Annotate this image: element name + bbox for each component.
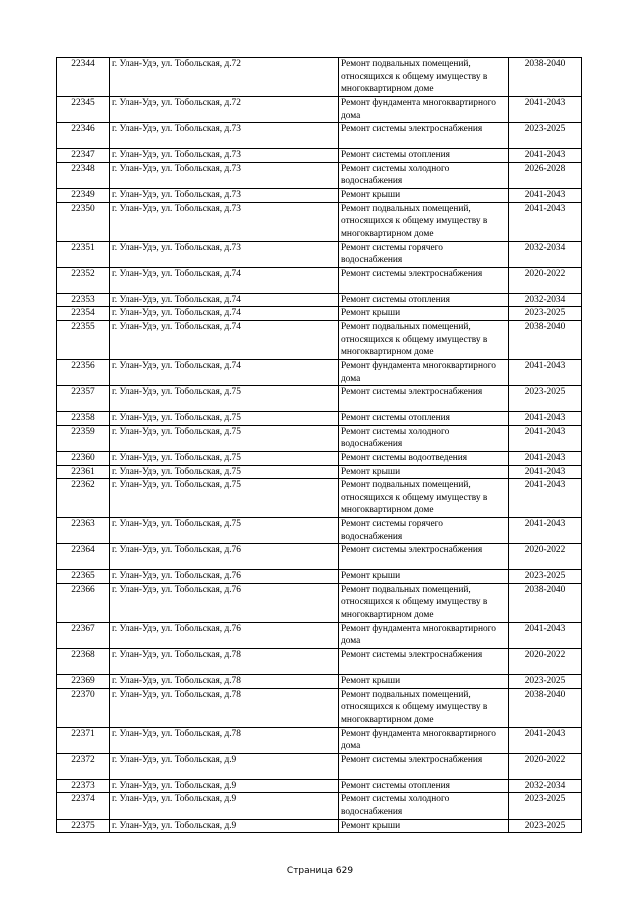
address-cell: г. Улан-Удэ, ул. Тобольская, д.78 [110,649,339,675]
period-cell: 2038-2040 [509,688,582,727]
work-type-cell: Ремонт крыши [339,675,509,689]
period-cell: 2038-2040 [509,58,582,97]
row-number-cell: 22366 [57,583,110,622]
period-cell: 2041-2043 [509,465,582,479]
page-number: Страница 629 [286,866,354,876]
address-cell: г. Улан-Удэ, ул. Тобольская, д.78 [110,688,339,727]
row-number-cell: 22365 [57,570,110,584]
period-cell: 2020-2022 [509,267,582,293]
row-number-cell: 22349 [57,188,110,202]
address-cell: г. Улан-Удэ, ул. Тобольская, д.72 [110,58,339,97]
table-row [57,727,582,753]
table-row [57,793,582,819]
row-number-cell: 22355 [57,320,110,359]
work-type-cell: Ремонт подвальных помещений, относящихся к общему имуществу в многоквартирном доме [339,479,509,518]
row-number-cell: 22367 [57,622,110,648]
row-number-cell: 22358 [57,412,110,426]
row-number-cell: 22375 [57,819,110,833]
table-row [57,622,582,648]
table-row [57,570,582,584]
table-row [57,188,582,202]
period-cell: 2041-2043 [509,518,582,544]
row-number-cell: 22354 [57,307,110,321]
row-number-cell: 22360 [57,451,110,465]
address-cell: г. Улан-Удэ, ул. Тобольская, д.73 [110,149,339,163]
address-cell: г. Улан-Удэ, ул. Тобольская, д.78 [110,675,339,689]
table-row [57,386,582,412]
table-row [57,753,582,779]
row-number-cell: 22368 [57,649,110,675]
period-cell: 2020-2022 [509,544,582,570]
row-number-cell: 22369 [57,675,110,689]
row-number-cell: 22348 [57,162,110,188]
address-cell: г. Улан-Удэ, ул. Тобольская, д.9 [110,753,339,779]
table-row [57,583,582,622]
table-row [57,123,582,149]
table-row [57,307,582,321]
period-cell: 2020-2022 [509,649,582,675]
address-cell: г. Улан-Удэ, ул. Тобольская, д.74 [110,293,339,307]
address-cell: г. Улан-Удэ, ул. Тобольская, д.75 [110,465,339,479]
work-type-cell: Ремонт системы электроснабжения [339,123,509,149]
period-cell: 2041-2043 [509,202,582,241]
address-cell: г. Улан-Удэ, ул. Тобольская, д.75 [110,518,339,544]
work-type-cell: Ремонт подвальных помещений, относящихся к общему имуществу в многоквартирном доме [339,58,509,97]
period-cell: 2032-2034 [509,779,582,793]
table-row [57,649,582,675]
work-type-cell: Ремонт системы холодного водоснабжения [339,793,509,819]
address-cell: г. Улан-Удэ, ул. Тобольская, д.76 [110,570,339,584]
row-number-cell: 22357 [57,386,110,412]
work-type-cell: Ремонт системы горячего водоснабжения [339,241,509,267]
address-cell: г. Улан-Удэ, ул. Тобольская, д.9 [110,779,339,793]
row-number-cell: 22374 [57,793,110,819]
period-cell: 2023-2025 [509,307,582,321]
period-cell: 2041-2043 [509,149,582,163]
address-cell: г. Улан-Удэ, ул. Тобольская, д.74 [110,359,339,385]
period-cell: 2041-2043 [509,479,582,518]
period-cell: 2032-2034 [509,293,582,307]
work-type-cell: Ремонт фундамента многоквартирного дома [339,727,509,753]
row-number-cell: 22361 [57,465,110,479]
work-type-cell: Ремонт фундамента многоквартирного дома [339,622,509,648]
row-number-cell: 22344 [57,58,110,97]
work-type-cell: Ремонт крыши [339,307,509,321]
period-cell: 2041-2043 [509,359,582,385]
table-row [57,479,582,518]
address-cell: г. Улан-Удэ, ул. Тобольская, д.76 [110,544,339,570]
address-cell: г. Улан-Удэ, ул. Тобольская, д.73 [110,162,339,188]
table-row [57,518,582,544]
address-cell: г. Улан-Удэ, ул. Тобольская, д.74 [110,307,339,321]
row-number-cell: 22356 [57,359,110,385]
work-type-cell: Ремонт системы холодного водоснабжения [339,425,509,451]
row-number-cell: 22373 [57,779,110,793]
row-number-cell: 22359 [57,425,110,451]
table-row [57,267,582,293]
table-body [57,58,582,833]
row-number-cell: 22350 [57,202,110,241]
table-row [57,359,582,385]
table-row [57,241,582,267]
row-number-cell: 22352 [57,267,110,293]
row-number-cell: 22372 [57,753,110,779]
row-number-cell: 22351 [57,241,110,267]
table-row [57,779,582,793]
table-row [57,425,582,451]
period-cell: 2023-2025 [509,793,582,819]
address-cell: г. Улан-Удэ, ул. Тобольская, д.72 [110,97,339,123]
row-number-cell: 22345 [57,97,110,123]
work-type-cell: Ремонт системы электроснабжения [339,386,509,412]
period-cell: 2023-2025 [509,819,582,833]
work-type-cell: Ремонт системы холодного водоснабжения [339,162,509,188]
work-type-cell: Ремонт системы электроснабжения [339,267,509,293]
work-type-cell: Ремонт системы электроснабжения [339,544,509,570]
table-row [57,412,582,426]
period-cell: 2041-2043 [509,451,582,465]
period-cell: 2038-2040 [509,583,582,622]
address-cell: г. Улан-Удэ, ул. Тобольская, д.73 [110,202,339,241]
row-number-cell: 22363 [57,518,110,544]
period-cell: 2041-2043 [509,622,582,648]
work-type-cell: Ремонт подвальных помещений, относящихся к общему имуществу в многоквартирном доме [339,202,509,241]
address-cell: г. Улан-Удэ, ул. Тобольская, д.73 [110,241,339,267]
table-row [57,58,582,97]
work-type-cell: Ремонт системы отопления [339,779,509,793]
row-number-cell: 22364 [57,544,110,570]
address-cell: г. Улан-Удэ, ул. Тобольская, д.75 [110,451,339,465]
table-row [57,451,582,465]
work-type-cell: Ремонт системы электроснабжения [339,649,509,675]
work-type-cell: Ремонт крыши [339,465,509,479]
address-cell: г. Улан-Удэ, ул. Тобольская, д.78 [110,727,339,753]
row-number-cell: 22370 [57,688,110,727]
table-row [57,675,582,689]
work-type-cell: Ремонт подвальных помещений, относящихся к общему имуществу в многоквартирном доме [339,583,509,622]
period-cell: 2023-2025 [509,570,582,584]
address-cell: г. Улан-Удэ, ул. Тобольская, д.9 [110,793,339,819]
work-type-cell: Ремонт фундамента многоквартирного дома [339,97,509,123]
address-cell: г. Улан-Удэ, ул. Тобольская, д.75 [110,479,339,518]
row-number-cell: 22362 [57,479,110,518]
work-type-cell: Ремонт фундамента многоквартирного дома [339,359,509,385]
period-cell: 2023-2025 [509,386,582,412]
period-cell: 2041-2043 [509,727,582,753]
work-type-cell: Ремонт системы горячего водоснабжения [339,518,509,544]
address-cell: г. Улан-Удэ, ул. Тобольская, д.73 [110,123,339,149]
period-cell: 2041-2043 [509,425,582,451]
address-cell: г. Улан-Удэ, ул. Тобольская, д.75 [110,412,339,426]
table-row [57,97,582,123]
table-row [57,162,582,188]
period-cell: 2020-2022 [509,753,582,779]
work-type-cell: Ремонт системы отопления [339,293,509,307]
work-type-cell: Ремонт крыши [339,188,509,202]
table-row [57,465,582,479]
address-cell: г. Улан-Удэ, ул. Тобольская, д.76 [110,622,339,648]
work-type-cell: Ремонт крыши [339,819,509,833]
address-cell: г. Улан-Удэ, ул. Тобольская, д.75 [110,425,339,451]
work-type-cell: Ремонт системы отопления [339,149,509,163]
period-cell: 2041-2043 [509,97,582,123]
address-cell: г. Улан-Удэ, ул. Тобольская, д.74 [110,320,339,359]
table-row [57,293,582,307]
row-number-cell: 22371 [57,727,110,753]
period-cell: 2023-2025 [509,123,582,149]
table-row [57,544,582,570]
period-cell: 2026-2028 [509,162,582,188]
address-cell: г. Улан-Удэ, ул. Тобольская, д.9 [110,819,339,833]
table-row [57,202,582,241]
address-cell: г. Улан-Удэ, ул. Тобольская, д.74 [110,267,339,293]
table-row [57,688,582,727]
period-cell: 2038-2040 [509,320,582,359]
row-number-cell: 22353 [57,293,110,307]
period-cell: 2041-2043 [509,188,582,202]
work-type-cell: Ремонт системы электроснабжения [339,753,509,779]
address-cell: г. Улан-Удэ, ул. Тобольская, д.76 [110,583,339,622]
period-cell: 2032-2034 [509,241,582,267]
table-row [57,320,582,359]
work-type-cell: Ремонт подвальных помещений, относящихся к общему имуществу в многоквартирном доме [339,320,509,359]
work-type-cell: Ремонт системы отопления [339,412,509,426]
table-row [57,149,582,163]
work-type-cell: Ремонт системы водоотведения [339,451,509,465]
address-cell: г. Улан-Удэ, ул. Тобольская, д.73 [110,188,339,202]
work-type-cell: Ремонт крыши [339,570,509,584]
table-row [57,819,582,833]
repair-schedule-table [56,57,582,833]
row-number-cell: 22347 [57,149,110,163]
period-cell: 2023-2025 [509,675,582,689]
period-cell: 2041-2043 [509,412,582,426]
address-cell: г. Улан-Удэ, ул. Тобольская, д.75 [110,386,339,412]
work-type-cell: Ремонт подвальных помещений, относящихся к общему имуществу в многоквартирном доме [339,688,509,727]
row-number-cell: 22346 [57,123,110,149]
